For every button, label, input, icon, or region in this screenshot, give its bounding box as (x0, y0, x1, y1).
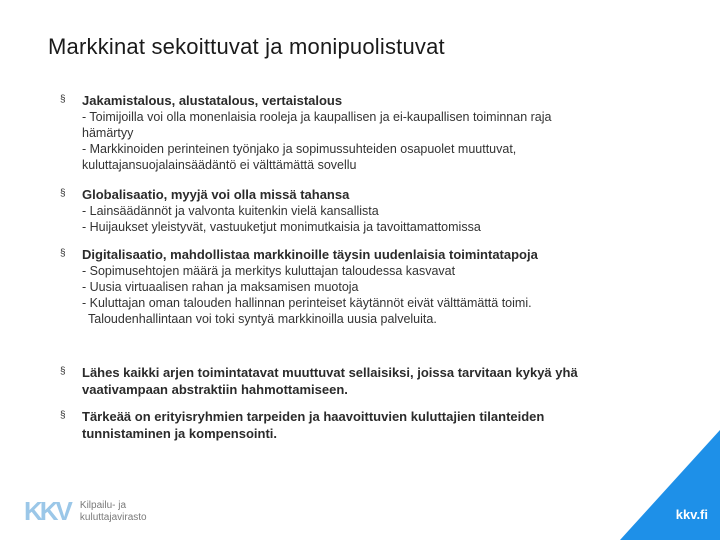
bullet-heading: Lähes kaikki arjen toimintatavat muuttuvat sellaisiksi, joissa tarvitaan kykyä yhä (82, 365, 578, 380)
logo-mark: KKV (24, 496, 70, 526)
bullet-subline: - Huijaukset yleistyvät, vastuuketjut monimutkaisia ja tavoittamattomissa (82, 220, 481, 234)
bullet-globalisation (60, 186, 481, 235)
bullet-heading-continued: tunnistaminen ja kompensointi. (82, 426, 278, 441)
bullet-marker: § (60, 94, 66, 105)
slide-title: Markkinat sekoittuvat ja monipuolistuvat (48, 34, 445, 59)
bullet-subline: - Uusia virtuaalisen rahan ja maksamisen muotoja (82, 280, 359, 294)
bullet-marker: § (60, 410, 66, 421)
bullet-special-groups (60, 408, 544, 442)
bullet-heading: Digitalisaatio, mahdollistaa markkinoille täysin uudenlaisia toimintatapoja (82, 247, 538, 262)
bullet-subline: - Toimijoilla voi olla monenlaisia rooleja ja kaupallisen ja ei-kaupallisen toiminnan raja (82, 110, 552, 124)
bullet-heading: Jakamistalous, alustatalous, vertaistalous (82, 93, 343, 108)
bullet-heading: Globalisaatio, myyjä voi olla missä tahansa (82, 187, 350, 202)
kkv-logo (24, 496, 147, 527)
logo-line-1: Kilpailu- ja (79, 499, 127, 511)
bullet-subline: Taloudenhallintaan voi toki syntyä markkinoilla uusia palveluita. (88, 312, 437, 326)
corner-triangle (620, 430, 720, 540)
bullet-everyday-practices (60, 364, 578, 398)
bullet-subline: - Markkinoiden perinteinen työnjako ja sopimussuhteiden osapuolet muuttuvat, (82, 142, 517, 156)
bullet-heading-continued: vaativampaan abstraktiin hahmottamiseen. (82, 382, 348, 397)
bullet-subline: - Lainsäädännöt ja valvonta kuitenkin vielä kansallista (82, 204, 379, 218)
bullet-marker: § (60, 248, 66, 259)
bullet-marker: § (60, 188, 66, 199)
bullet-subline: hämärtyy (82, 126, 134, 140)
bullet-marker: § (60, 366, 66, 377)
bullet-heading: Tärkeää on erityisryhmien tarpeiden ja haavoittuvien kuluttajien tilanteiden (82, 409, 545, 424)
bullet-subline: - Kuluttajan oman talouden hallinnan perinteiset käytännöt eivät välttämättä toimi. (82, 296, 532, 310)
bullet-sharing-economy (60, 92, 551, 173)
bullet-subline: - Sopimusehtojen määrä ja merkitys kuluttajan taloudessa kasvavat (82, 264, 456, 278)
bullet-subline: kuluttajansuojalainsäädäntö ei välttämättä sovellu (82, 158, 357, 172)
logo-line-2: kuluttajavirasto (79, 511, 147, 523)
logo-text (80, 500, 147, 524)
bullet-digitalisation (60, 246, 538, 327)
site-link[interactable]: kkv.fi (675, 507, 708, 522)
